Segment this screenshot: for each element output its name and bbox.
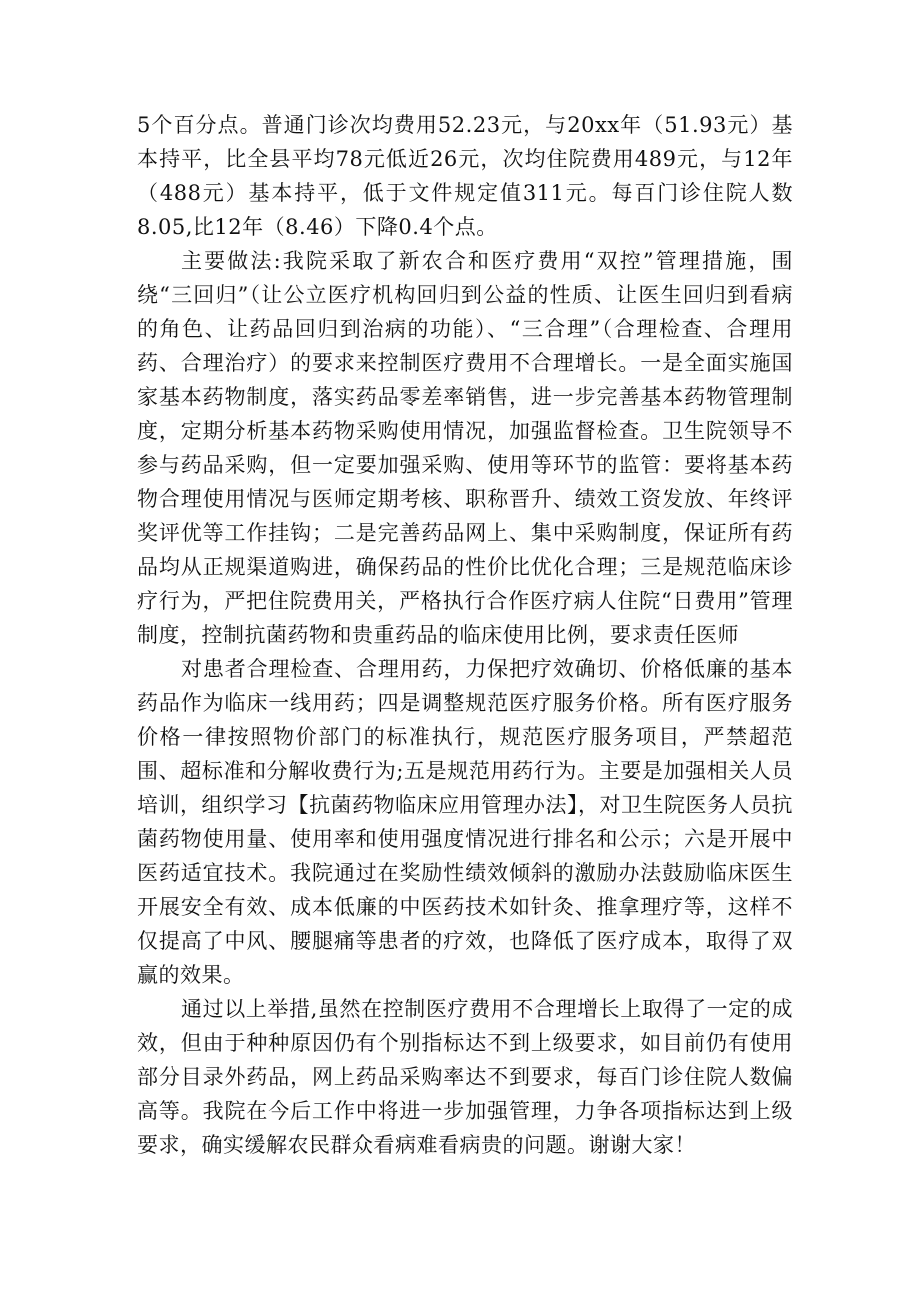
document-body — [137, 108, 793, 1162]
paragraph-main-measures: 主要做法:我院采取了新农合和医疗费用“双控”管理措施，围绕“三回归”（让公立医疗机构回归到公益的性质、让医生回归到看病的角色、让药品回归到治病的功能）、“三合理”（合理检查、合理用药、合理治疗）的要求来控制医疗费用不合理增长。一是全面实施国家基本药物制度，落实药品零差率销售，进一步完善基本药物管理制度，定期分析基本药物采购使用情况，加强监督检查。卫生院领导不参与药品采购，但一定要加强采购、使用等环节的监管：要将基本药物合理使用情况与医师定期考核、职称晋升、绩效工资发放、年终评奖评优等工作挂钩；二是完善药品网上、集中采购制度，保证所有药品均从正规渠道购进，确保药品的性价比优化合理；三是规范临床诊疗行为，严把住院费用关，严格执行合作医疗病人住院“日费用”管理制度，控制抗菌药物和贵重药品的临床使用比例，要求责任医师 — [137, 249, 793, 647]
paragraph-statistics: 5个百分点。普通门诊次均费用52.23元，与20xx年（51.93元）基本持平，比全县平均78元低近26元，次均住院费用489元，与12年（488元）基本持平，低于文件规定值311元。每百门诊住院人数8.05,比12年（8.46）下降0.4个点。 — [137, 113, 793, 239]
paragraph-conclusion: 通过以上举措,虽然在控制医疗费用不合理增长上取得了一定的成效，但由于种种原因仍有个别指标达不到上级要求，如目前仍有使用部分目录外药品，网上药品采购率达不到要求，每百门诊住院人数偏高等。我院在今后工作中将进一步加强管理，力争各项指标达到上级要求，确实缓解农民群众看病难看病贵的问题。谢谢大家！ — [137, 997, 793, 1157]
paragraph-patient-measures: 对患者合理检查、合理用药，力保把疗效确切、价格低廉的基本药品作为临床一线用药；四是调整规范医疗服务价格。所有医疗服务价格一律按照物价部门的标准执行，规范医疗服务项目，严禁超范围、超标准和分解收费行为;五是规范用药行为。主要是加强相关人员培训，组织学习【抗菌药物临床应用管理办法】，对卫生院医务人员抗菌药物使用量、使用率和使用强度情况进行排名和公示；六是开展中医药适宜技术。我院通过在奖励性绩效倾斜的激励办法鼓励临床医生开展安全有效、成本低廉的中医药技术如针灸、推拿理疗等，这样不仅提高了中风、腰腿痛等患者的疗效，也降低了医疗成本，取得了双赢的效果。 — [137, 657, 793, 987]
